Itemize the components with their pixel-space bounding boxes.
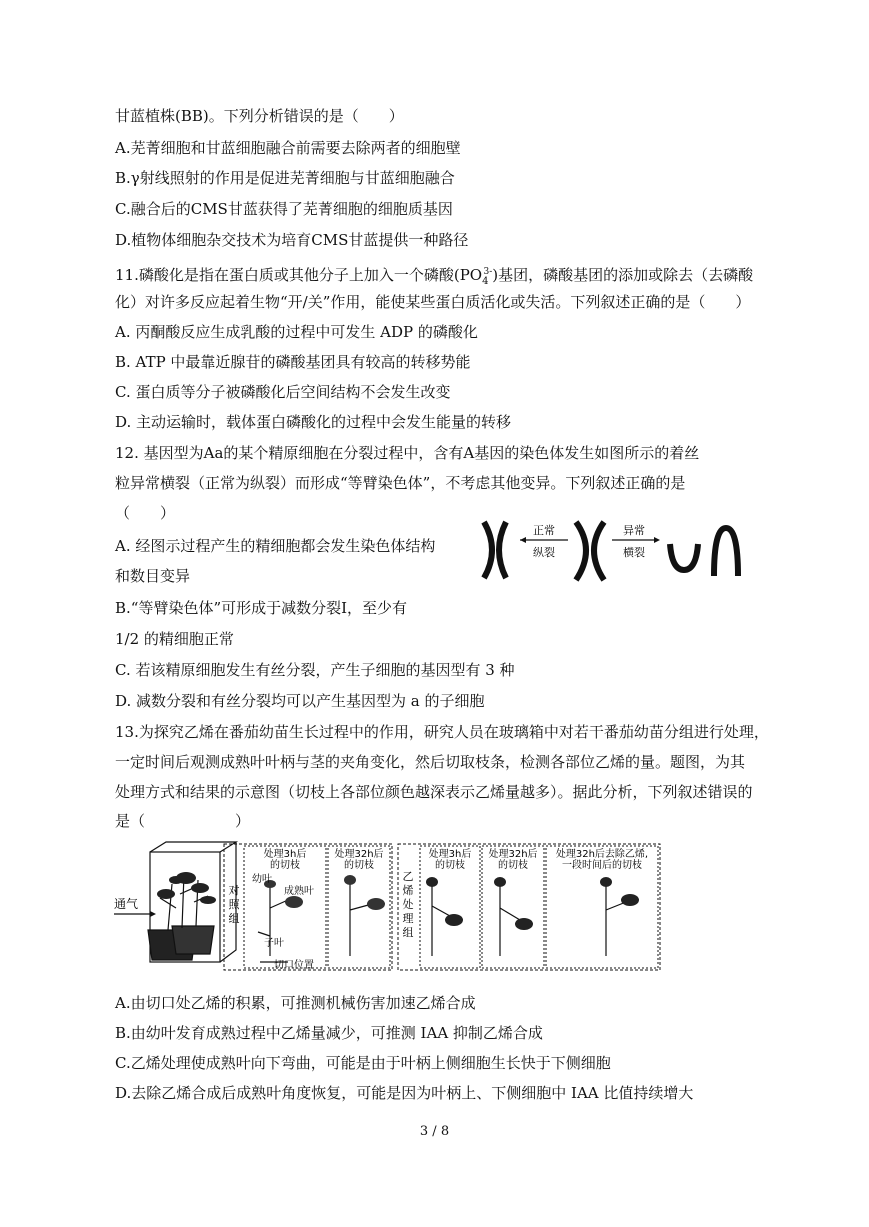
seedling-leaf: [200, 896, 216, 904]
ethylene-group-label: 理: [402, 912, 414, 925]
header-control-32h: 的切枝: [344, 860, 374, 871]
control-group-label: 组: [228, 912, 240, 925]
seedling-leaf: [157, 889, 175, 899]
q13-stem-line3: 处理方式和结果的示意图（切枝上各部位颜色越深表示乙烯量越多）。据此分析，下列叙述错误的: [115, 783, 753, 801]
q12-stem-line1: 12. 基因型为Aa的某个精原细胞在分裂过程中，含有A基因的染色体发生如图所示的着丝: [115, 444, 700, 462]
control-32h-cutting: [350, 882, 372, 956]
leaf-shape: [600, 877, 612, 887]
q10-option-a: A.芜菁细胞和甘蓝细胞融合前需要去除两者的细胞壁: [115, 139, 461, 157]
arrow-abnormal-label-bottom: 横裂: [623, 546, 645, 559]
q13-stem-line4: 是（ ）: [115, 812, 251, 830]
q10-option-c: C.融合后的CMS甘蓝获得了芜菁细胞的细胞质基因: [115, 200, 453, 218]
q11-option-c: C. 蛋白质等分子被磷酸化后空间结构不会发生改变: [115, 383, 451, 401]
chromosome-division-figure: [470, 518, 750, 584]
chromatid-left-1: [484, 522, 492, 578]
arrow-normal-label-bottom: 纵裂: [533, 546, 555, 559]
arrow-normal-label-top: 正常: [533, 524, 555, 537]
q12-option-a-line2: 和数目变异: [115, 567, 191, 585]
mature-leaf-label: 成熟叶: [284, 886, 314, 897]
header-control-3h: 的切枝: [270, 860, 300, 871]
control-group-label: 对: [228, 884, 240, 897]
arrow-abnormal-head: [654, 537, 660, 543]
q11-option-d: D. 主动运输时，载体蛋白磷酸化的过程中会发生能量的转移: [115, 413, 512, 431]
q12-option-d: D. 减数分裂和有丝分裂均可以产生基因型为 a 的子细胞: [115, 692, 485, 710]
header-control-3h: 处理3h后: [263, 849, 307, 860]
isochromosome-2: [714, 528, 738, 576]
header-ethylene-32h: 的切枝: [498, 860, 528, 871]
leaf-shape: [426, 877, 438, 887]
ventilation-label: 通气: [114, 897, 139, 911]
ethylene-group-label: 组: [402, 926, 414, 939]
ethylene-experiment-figure: [110, 838, 662, 974]
leaf-shape: [621, 894, 639, 906]
seedling-leaf: [191, 883, 209, 893]
leaf-shape: [515, 918, 533, 930]
q10-option-d: D.植物体细胞杂交技术为培育CMS甘蓝提供一种路径: [115, 231, 469, 249]
young-leaf-label: 幼叶: [252, 874, 272, 885]
mature-leaf-shape: [285, 896, 303, 908]
q10-option-b: B.γ射线照射的作用是促进芜菁细胞与甘蓝细胞融合: [115, 169, 455, 187]
ethylene-group-label: 烯: [402, 884, 414, 897]
header-ethylene-removed: 一段时间后的切枝: [562, 860, 642, 871]
ethylene-32h-cutting: [500, 882, 520, 956]
header-ethylene-32h: 处理32h后: [488, 849, 538, 860]
seedling-leaf: [169, 876, 183, 884]
chromatid-left-2: [499, 522, 506, 578]
chromosome-x-2: [594, 522, 604, 580]
leaf-shape: [344, 875, 356, 885]
q13-option-a: A.由切口处乙烯的积累，可推测机械伤害加速乙烯合成: [115, 994, 476, 1012]
q11-stem-line1: 11.磷酸化是指在蛋白质或其他分子上加入一个磷酸$(PO_4^{3-})$基团，磷酸基团的添加或除去（去磷酸: [115, 266, 754, 287]
leaf-shape: [494, 877, 506, 887]
pot-2: [172, 926, 214, 954]
control-group-label: 照: [228, 898, 240, 911]
chromosome-x-1: [576, 522, 586, 580]
ethylene-removed-cutting: [606, 882, 626, 956]
ethylene-group-label: 处: [402, 898, 414, 911]
header-ethylene-3h: 的切枝: [435, 860, 465, 871]
header-ethylene-3h: 处理3h后: [428, 849, 472, 860]
q13-stem-line1: 13.为探究乙烯在番茄幼苗生长过程中的作用，研究人员在玻璃箱中对若干番茄幼苗分组进行处理，: [115, 723, 769, 741]
q11-stem-line2: 化）对许多反应起着生物“开/关”作用，能使某些蛋白质活化或失活。下列叙述正确的是（ ）: [115, 293, 751, 311]
q12-option-a-line1: A. 经图示过程产生的精细胞都会发生染色体结构: [115, 537, 436, 555]
q11-option-b: B. ATP 中最靠近腺苷的磷酸基团具有较高的转移势能: [115, 353, 471, 371]
cotyledon-label: 子叶: [264, 938, 284, 949]
q13-option-d: D.去除乙烯合成后成熟叶角度恢复，可能是因为叶柄上、下侧细胞中 IAA 比值持续增大: [115, 1084, 694, 1102]
q12-stem-line2: 粒异常横裂（正常为纵裂）而形成“等臂染色体”，不考虑其他变异。下列叙述正确的是: [115, 474, 686, 492]
q13-stem-line2: 一定时间后观测成熟叶叶柄与茎的夹角变化，然后切取枝条，检测各部位乙烯的量。题图，为其: [115, 753, 746, 771]
isochromosome-1: [670, 544, 698, 570]
cut-position-label: 切口位置: [274, 960, 314, 971]
q12-option-c: C. 若该精原细胞发生有丝分裂，产生子细胞的基因型有 3 种: [115, 661, 515, 679]
leaf-shape: [367, 898, 385, 910]
arrow-abnormal-label-top: 异常: [623, 524, 645, 537]
ventilation-arrow-head: [150, 911, 156, 917]
q12-option-b-line2: 1/2 的精细胞正常: [115, 630, 234, 648]
q13-option-c: C.乙烯处理使成熟叶向下弯曲，可能是由于叶柄上侧细胞生长快于下侧细胞: [115, 1054, 611, 1072]
leaf-shape: [445, 914, 463, 926]
ethylene-group-label: 乙: [402, 870, 414, 883]
header-control-32h: 处理32h后: [334, 849, 384, 860]
q13-option-b: B.由幼叶发育成熟过程中乙烯量减少，可推测 IAA 抑制乙烯合成: [115, 1024, 543, 1042]
q12-stem-line3: （ ）: [115, 504, 176, 522]
header-ethylene-removed: 处理32h后去除乙烯,: [555, 849, 649, 860]
arrow-normal-head: [520, 537, 526, 543]
q12-option-b-line1: B.“等臂染色体”可形成于减数分裂Ⅰ，至少有: [115, 599, 408, 617]
q11-option-a: A. 丙酮酸反应生成乳酸的过程中可发生 ADP 的磷酸化: [115, 323, 478, 341]
page-number: 3 / 8: [419, 1124, 450, 1139]
q10-stem-end: 甘蓝植株(BB)。下列分析错误的是（ ）: [115, 107, 404, 125]
